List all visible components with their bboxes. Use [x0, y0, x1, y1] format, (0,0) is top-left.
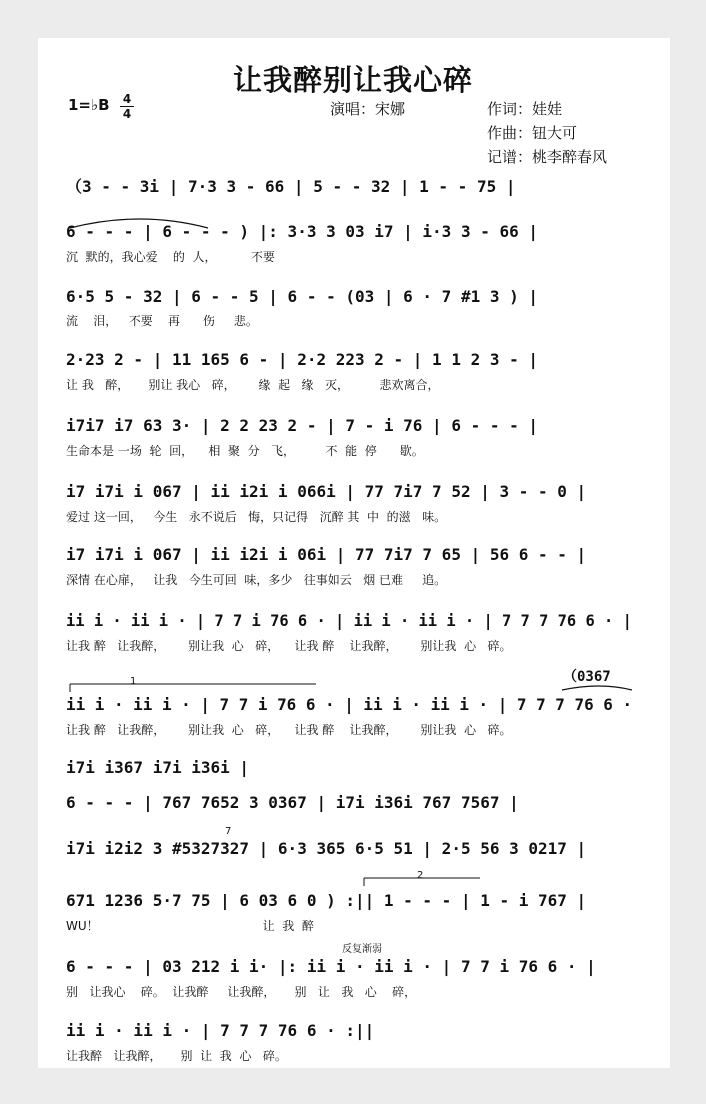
composer-credit: 作曲：钮大可 — [487, 124, 578, 142]
notation-line: （3 - - 3i | 7·3 3 - 66 | 5 - - 32 | 1 - - 75 | — [66, 177, 516, 196]
time-signature-top: 4 — [122, 92, 132, 106]
lyricist-credit: 作词：娃娃 — [487, 100, 563, 118]
notation-line: 6 - - - | 767 7652 3 0367 | i7i i36i 767 7567 | — [66, 793, 519, 812]
notation-line: 671 1236 5·7 75 | 6 03 6 0 ) :|| 1 - - - | 1 - i 767 | — [66, 891, 587, 910]
notation-line: i7 i7i i 067 | ii i2i i 066i | 77 7i7 7 52 | 3 - - 0 | — [66, 482, 587, 501]
notation-line: 2·23 2 - | 11 165 6 - | 2·2 223 2 - | 1 1 2 3 - | — [66, 350, 539, 369]
notation-line: 6 - - - | 6 - - - ) |: 3·3 3 03 i7 | i·3 3 - 66 | — [66, 222, 539, 241]
singer-credit: 演唱：宋娜 — [330, 100, 406, 118]
notation-line: 6·5 5 - 32 | 6 - - 5 | 6 - - (03 | 6 · 7 #1 3 ) | — [66, 287, 539, 306]
lyric-line: 生命本是 一场 轮 回， 相 聚 分 飞， 不 能 停 歇。 — [66, 444, 424, 458]
key-signature: 1=♭B — [68, 96, 110, 114]
notation-line: i7i i367 i7i i36i | — [66, 758, 250, 777]
notation-line: i7 i7i i 067 | ii i2i i 06i | 77 7i7 7 65 | 56 6 - - | — [66, 545, 587, 564]
notation-line: i7i7 i7 63 3· | 2 2 23 2 - | 7 - i 76 | 6 - - - | — [66, 416, 539, 435]
lyric-line: 让我 醉 让我醉， 别让我 心 碎， 让我 醉 让我醉， 别让我 心 碎。 — [66, 639, 512, 653]
time-signature-bottom: 4 — [122, 107, 132, 121]
lyric-line: 让 我 醉， 别让 我心 碎， 缘 起 缘 灭， 悲欢离合， — [66, 378, 440, 392]
lyric-line: 爱过 这一回， 今生 永不说后 悔，只记得 沉醉 其 中 的滋 味。 — [66, 510, 447, 524]
notation-line: ii i · ii i · | 7 7 7 76 6 · :|| — [66, 1021, 375, 1040]
tuplet-marking: 7 — [225, 826, 232, 837]
song-title: 让我醉别让我心碎 — [232, 63, 473, 97]
lyric-line: 别 让我心 碎。 让我醉 让我醉， 别 让 我 心 碎， — [66, 985, 417, 999]
repeat-fade-marking: 反复渐弱 — [342, 944, 382, 955]
lyric-line: 让我 醉 让我醉， 别让我 心 碎， 让我 醉 让我醉， 别让我 心 碎。 — [66, 723, 512, 737]
lyric-line: 沉 默的，我心爱 的 人， 不要 — [66, 250, 275, 264]
pickup-phrase: （0367 — [563, 669, 611, 685]
notation-line: i7i i2i2 3 #5327327 | 6·3 365 6·5 51 | 2·5 56 3 0217 | — [66, 839, 587, 858]
transcriber-credit: 记谱：桃李醉春风 — [487, 148, 608, 166]
lyric-line: WU！ 让 我 醉 — [66, 919, 314, 933]
volta-2-label: 2 — [417, 870, 424, 881]
notation-line: ii i · ii i · | 7 7 i 76 6 · | ii i · ii i · | 7 7 7 76 6 · — [66, 695, 633, 714]
notation-line: 6 - - - | 03 212 i i· |: ii i · ii i · | 7 7 i 76 6 · | — [66, 957, 596, 976]
volta-1-label: 1 — [130, 676, 137, 687]
lyric-line: 让我醉 让我醉， 别 让 我 心 碎。 — [66, 1049, 287, 1063]
lyric-line: 深情 在心扉， 让我 今生可回 味，多少 往事如云 烟 已难 追。 — [66, 573, 447, 587]
lyric-line: 流 泪， 不要 再 伤 悲。 — [66, 314, 258, 328]
notation-line: ii i · ii i · | 7 7 i 76 6 · | ii i · ii i · | 7 7 7 76 6 · | — [66, 611, 632, 630]
